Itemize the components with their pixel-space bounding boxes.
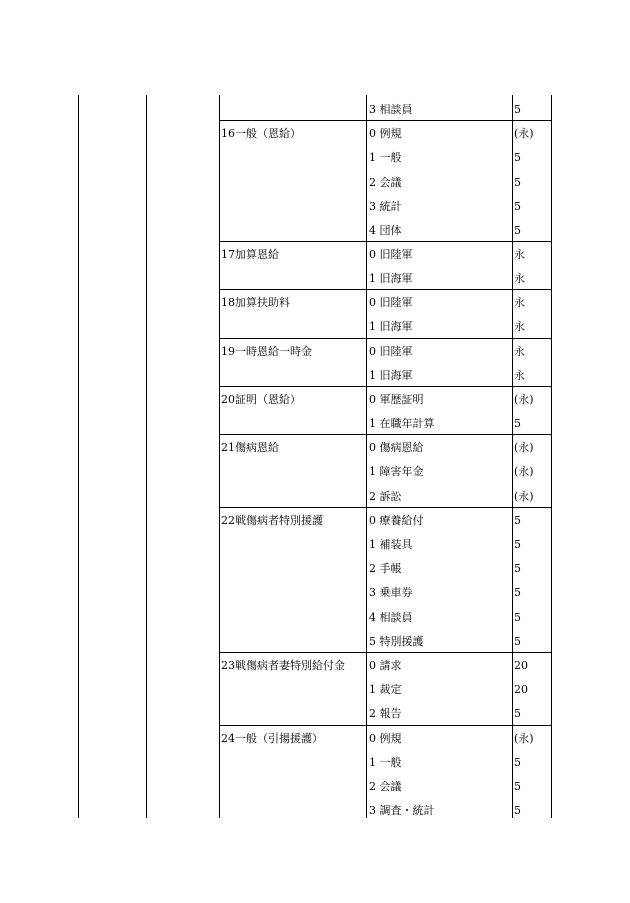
subcategory-cell: 3 調査・統計 (369, 804, 435, 817)
retention-cell: 5 (514, 756, 521, 769)
retention-cell: 5 (514, 176, 521, 189)
retention-cell: 永 (514, 345, 525, 358)
retention-cell: 永 (514, 248, 525, 261)
row-divider (219, 241, 552, 242)
retention-cell: 5 (514, 562, 521, 575)
retention-cell: 5 (514, 635, 521, 648)
category-title: 16一般（恩給） (221, 127, 301, 140)
retention-cell: 5 (514, 417, 521, 430)
subcategory-cell: 0 療養給付 (369, 514, 424, 527)
retention-cell: 5 (514, 780, 521, 793)
retention-cell: 永 (514, 320, 525, 333)
subcategory-cell: 0 例規 (369, 127, 402, 140)
retention-cell: 5 (514, 224, 521, 237)
subcategory-cell: 4 団体 (369, 224, 402, 237)
retention-cell: 5 (514, 538, 521, 551)
row-divider (219, 120, 552, 121)
row-divider (219, 652, 552, 653)
retention-cell: 永 (514, 369, 525, 382)
subcategory-cell: 0 軍歴証明 (369, 393, 424, 406)
row-divider (219, 434, 552, 435)
retention-cell: 5 (514, 151, 521, 164)
retention-cell: 5 (514, 200, 521, 213)
retention-cell: 5 (514, 514, 521, 527)
subcategory-cell: 0 傷病恩給 (369, 441, 424, 454)
column-divider (219, 95, 220, 818)
subcategory-cell: 5 特別援護 (369, 635, 424, 648)
subcategory-cell: 0 旧陸軍 (369, 248, 413, 261)
subcategory-cell: 3 相談員 (369, 103, 413, 116)
category-title: 19一時恩給一時金 (221, 345, 312, 358)
retention-cell: 永 (514, 296, 525, 309)
subcategory-cell: 1 旧海軍 (369, 272, 413, 285)
subcategory-cell: 2 会議 (369, 780, 402, 793)
subcategory-cell: 1 在職年計算 (369, 417, 435, 430)
retention-cell: (永) (514, 441, 534, 454)
subcategory-cell: 1 一般 (369, 151, 402, 164)
retention-cell: (永) (514, 490, 534, 503)
retention-cell: (永) (514, 393, 534, 406)
subcategory-cell: 1 旧海軍 (369, 320, 413, 333)
subcategory-cell: 0 請求 (369, 659, 402, 672)
row-divider (219, 725, 552, 726)
category-title: 20証明（恩給） (221, 393, 301, 406)
subcategory-cell: 4 相談員 (369, 611, 413, 624)
row-divider (219, 289, 552, 290)
category-title: 24一般（引揚援護） (221, 732, 323, 745)
retention-cell: 5 (514, 804, 521, 817)
category-title: 23戦傷病者妻特別給付金 (221, 659, 345, 672)
subcategory-cell: 0 旧陸軍 (369, 345, 413, 358)
subcategory-cell: 0 例規 (369, 732, 402, 745)
subcategory-cell: 2 訴訟 (369, 490, 402, 503)
column-divider (551, 95, 552, 818)
retention-cell: 5 (514, 103, 521, 116)
category-title: 17加算恩給 (221, 248, 279, 261)
retention-cell: 5 (514, 707, 521, 720)
category-title: 18加算扶助料 (221, 296, 290, 309)
column-divider (78, 95, 79, 818)
column-divider (146, 95, 147, 818)
column-divider (366, 95, 367, 818)
retention-cell: 5 (514, 611, 521, 624)
retention-cell: (永) (514, 127, 534, 140)
retention-cell: 5 (514, 586, 521, 599)
retention-cell: 20 (514, 683, 528, 696)
subcategory-cell: 1 障害年金 (369, 465, 424, 478)
subcategory-cell: 2 報告 (369, 707, 402, 720)
subcategory-cell: 1 旧海軍 (369, 369, 413, 382)
subcategory-cell: 0 旧陸軍 (369, 296, 413, 309)
row-divider (219, 338, 552, 339)
subcategory-cell: 1 補装具 (369, 538, 413, 551)
column-divider (512, 95, 513, 818)
row-divider (219, 386, 552, 387)
category-title: 21傷病恩給 (221, 441, 279, 454)
retention-cell: 永 (514, 272, 525, 285)
subcategory-cell: 1 一般 (369, 756, 402, 769)
category-title: 22戦傷病者特別援護 (221, 514, 323, 527)
retention-cell: (永) (514, 465, 534, 478)
subcategory-cell: 2 会議 (369, 176, 402, 189)
subcategory-cell: 3 統計 (369, 200, 402, 213)
retention-cell: (永) (514, 732, 534, 745)
subcategory-cell: 3 乗車券 (369, 586, 413, 599)
retention-cell: 20 (514, 659, 528, 672)
subcategory-cell: 2 手帳 (369, 562, 402, 575)
subcategory-cell: 1 裁定 (369, 683, 402, 696)
row-divider (219, 507, 552, 508)
